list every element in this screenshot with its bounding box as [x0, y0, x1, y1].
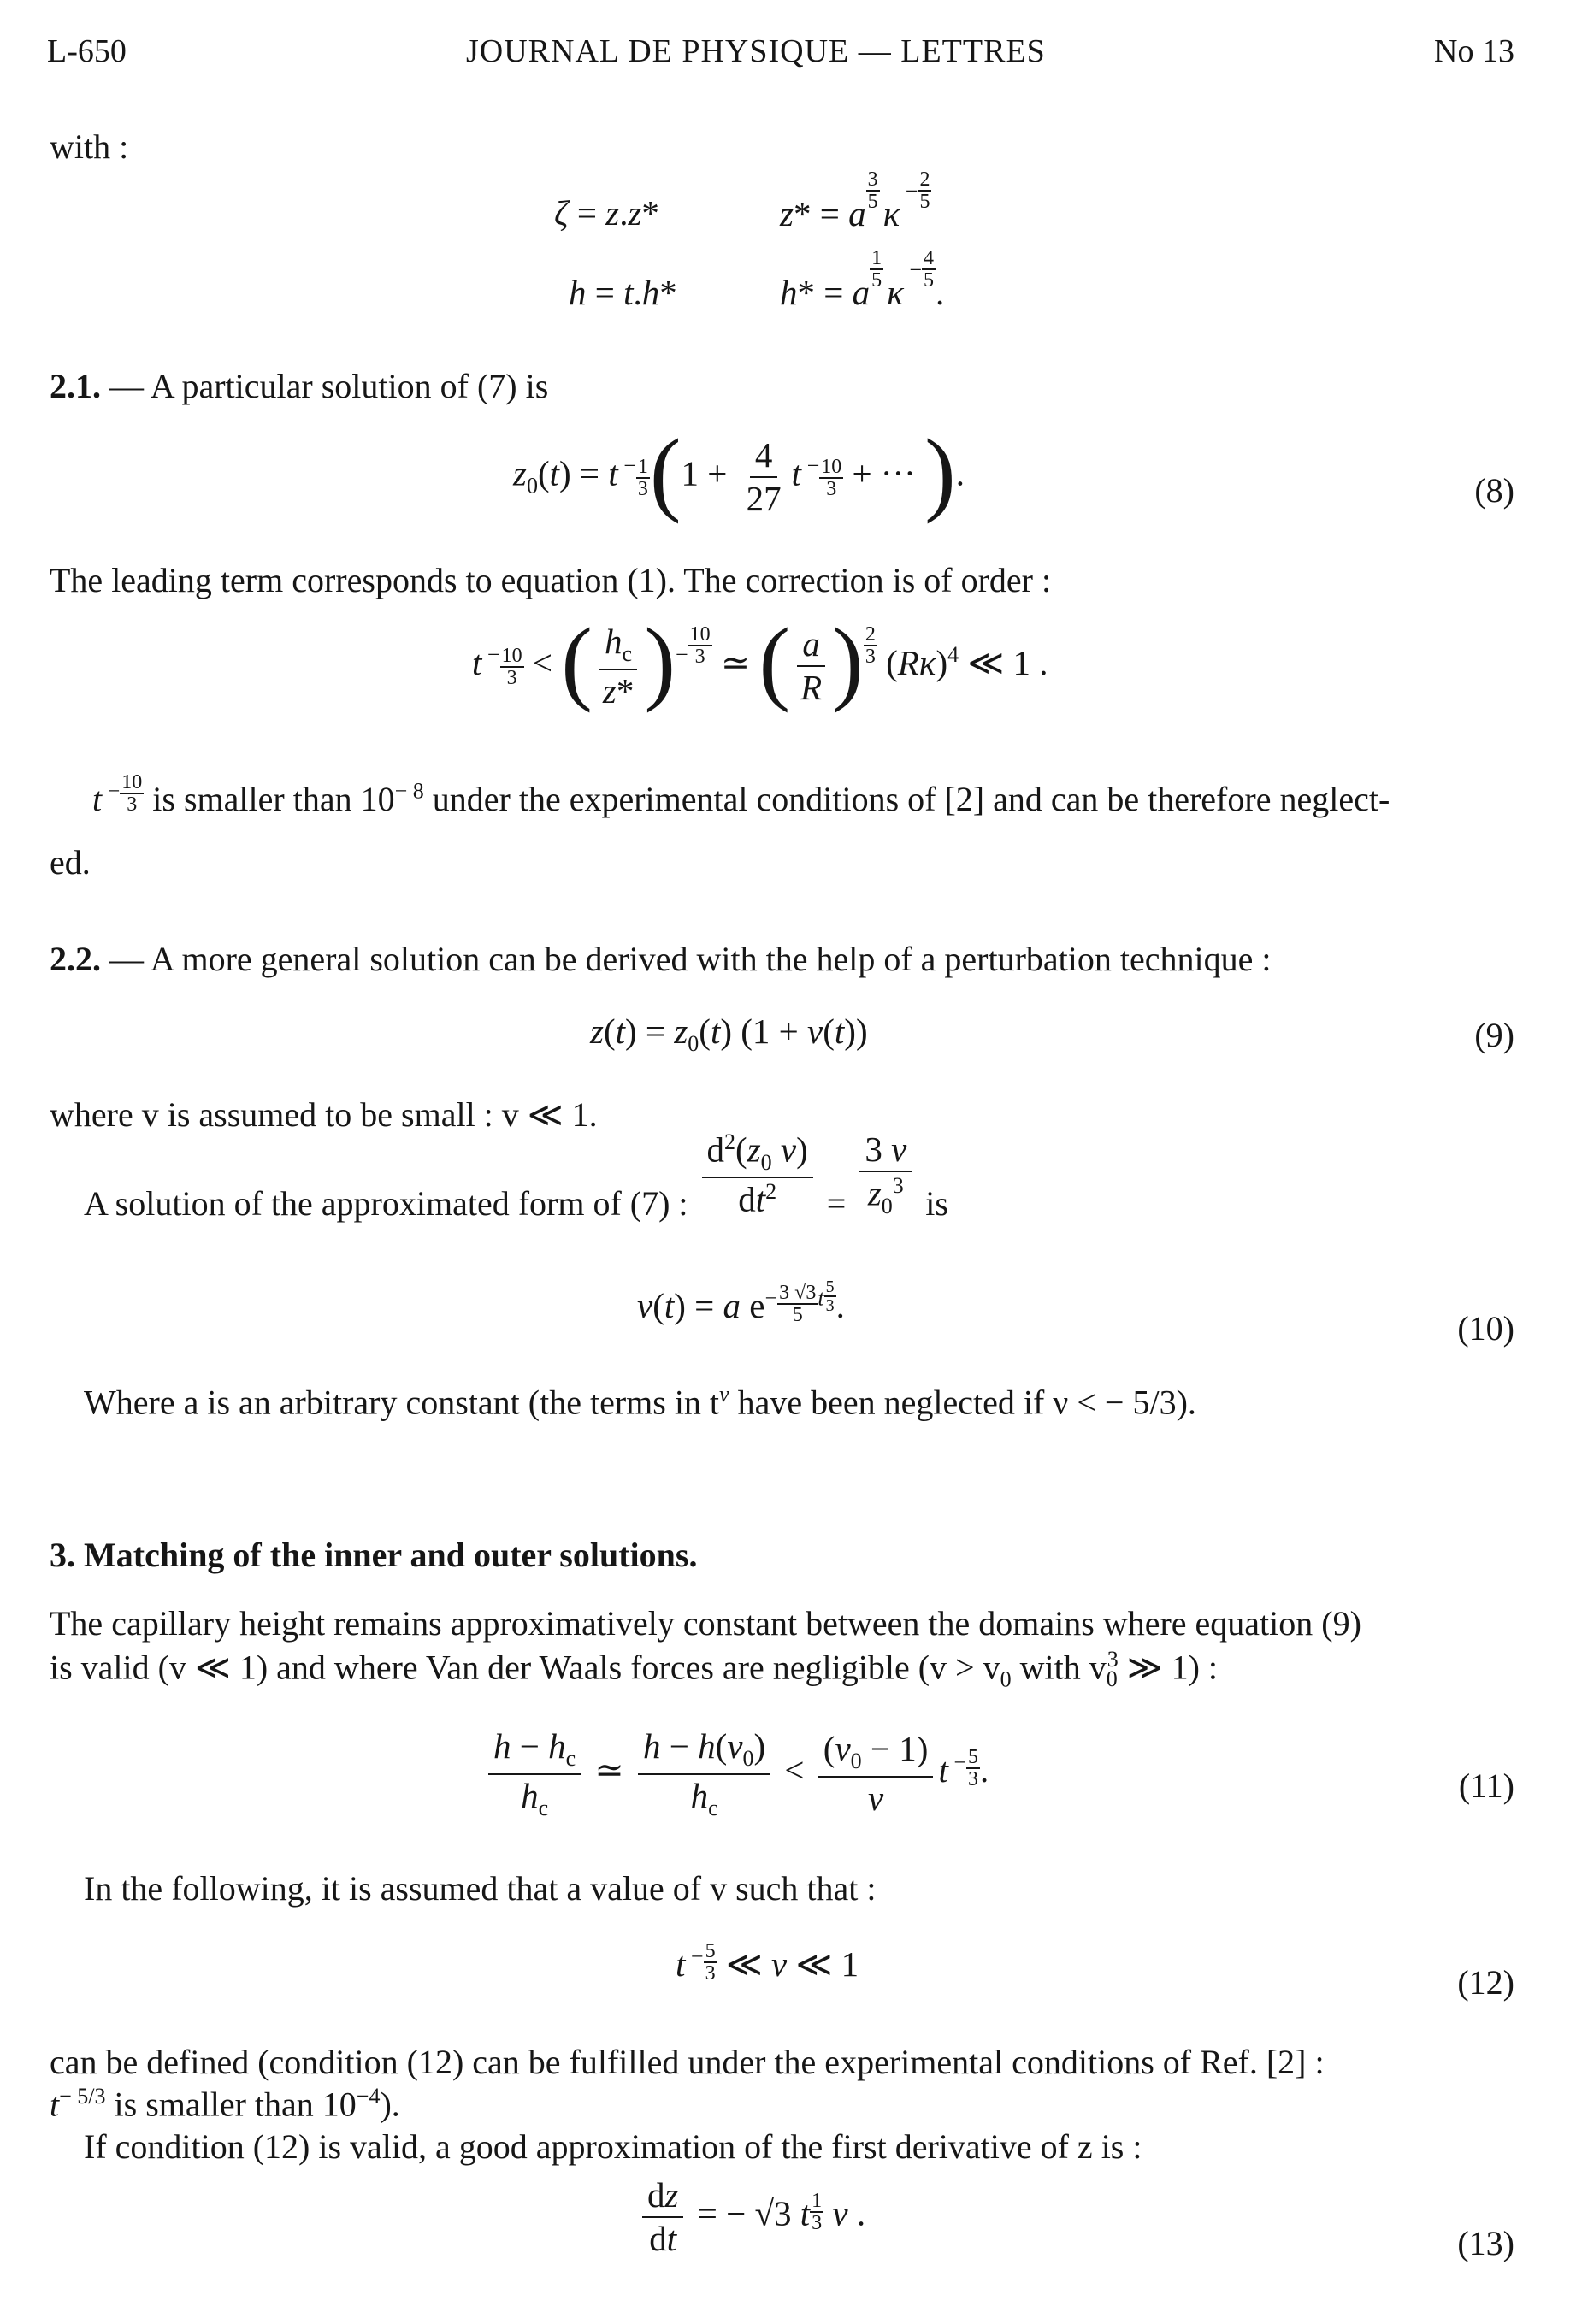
with-label: with : — [50, 127, 129, 166]
equation-number-11: (11) — [1458, 1767, 1514, 1805]
section-2-1 — [50, 366, 548, 407]
equation-number-10: (10) — [1457, 1309, 1514, 1348]
section-2-2-text: — A more general solution can be derived with the help of a perturbation technique : — [109, 940, 1272, 978]
paragraph-arbitrary-constant: Where a is an arbitrary constant (the terms in $t^\nu$ have been neglected if ν < − 5/3). — [84, 1382, 1196, 1422]
section-2-1-label: 2.1. — [50, 367, 101, 405]
equation-zstar: z* = a $\frac{3}{5}$ κ − $\frac{2}{5}$ — [780, 168, 930, 233]
journal-title: JOURNAL DE PHYSIQUE — LETTRES — [466, 33, 1046, 69]
section-2-1-text: — A particular solution of (7) is — [109, 367, 549, 405]
equation-10: v(t) = a e− $\frac{3 √3}{5}$ $^t$ $\frac{5}{3}$ . — [637, 1277, 845, 1326]
paragraph-where-v: where v is assumed to be small : v ≪ 1. — [50, 1095, 598, 1134]
paragraph-capillary-1: The capillary height remains approximatively constant between the domains where equation (9) — [50, 1604, 1361, 1643]
equation-9: $z(t) = z_0(t) (1 + v(t))$ — [590, 1012, 868, 1057]
equation-order: t − $\frac{10}{3}$ < ( $\frac{h_c}{z*}$ )− $\frac{10}{3}$ ≃ ( $\frac{a}{R}$ ) $\frac{2}{3}$ $(R\kappa)^4$ ≪ 1 . — [472, 608, 1048, 713]
paragraph-approx-form: A solution of the approximated form of (7) : $\frac{d^2(z_0 v)}{dt^2}$ = $\frac{3 v}{z_0^3}$ is — [84, 1130, 948, 1224]
paragraph-if-condition: If condition (12) is valid, a good approximation of the first derivative of z is : — [84, 2127, 1142, 2166]
equation-number-8: (8) — [1474, 471, 1514, 510]
paragraph-following: In the following, it is assumed that a value of v such that : — [84, 1869, 877, 1908]
equation-13: $\frac{dz}{dt}$ = − √3 t $\frac{1}{3}$ v . — [637, 2176, 865, 2258]
section-3-title: 3. Matching of the inner and outer solutions. — [50, 1536, 698, 1574]
issue-number: No 13 — [1434, 33, 1514, 69]
equation-number-9: (9) — [1474, 1016, 1514, 1054]
equation-8: $z_0(t) = t$ − $\frac{1}{3}$ (1 + $\frac{4}{27}$ t − $\frac{10}{3}$ + ··· ). — [513, 419, 965, 524]
paragraph-defined-1: can be defined (condition (12) can be fulfilled under the experimental conditions of Ref. [2] : — [50, 2043, 1325, 2081]
equation-11: $\frac{h - h_c}{h_c}$ ≃ $\frac{h - h(v_0)}{h_c}$ < $\frac{(v_0 - 1)}{v}$ t − $\frac{5}{3}$ . — [483, 1727, 989, 1821]
paragraph-capillary-2: is valid (v ≪ 1) and where Van der Waals forces are negligible ($v > v_0$ with $v_0^3$ ≫ 1) : — [50, 1647, 1219, 1692]
paragraph-smaller-than: t − $\frac{10}{3}$ is smaller than $10^{- 8}$ under the experimental conditions of [2] and can be therefore neglect- — [92, 771, 1390, 818]
section-2-2-label: 2.2. — [50, 940, 101, 978]
equation-number-12: (12) — [1457, 1963, 1514, 2002]
paragraph-ed: ed. — [50, 843, 91, 882]
paragraph-leading-term: The leading term corresponds to equation (1). The correction is of order : — [50, 561, 1052, 599]
equation-zeta: ζ = z.z* — [554, 193, 659, 233]
equation-number-13: (13) — [1457, 2224, 1514, 2262]
equation-12: t − $\frac{5}{3}$ ≪ v ≪ 1 — [676, 1940, 859, 1985]
section-2-2 — [50, 939, 1271, 980]
page-number: L-650 — [47, 33, 127, 69]
equation-h: h = t.h* — [569, 273, 677, 312]
paragraph-defined-2: $t^{- 5/3}$ is smaller than $10^{-4}$). — [50, 2084, 400, 2124]
equation-hstar: h* = a $\frac{1}{5}$ κ − $\frac{4}{5}$ . — [780, 247, 945, 312]
